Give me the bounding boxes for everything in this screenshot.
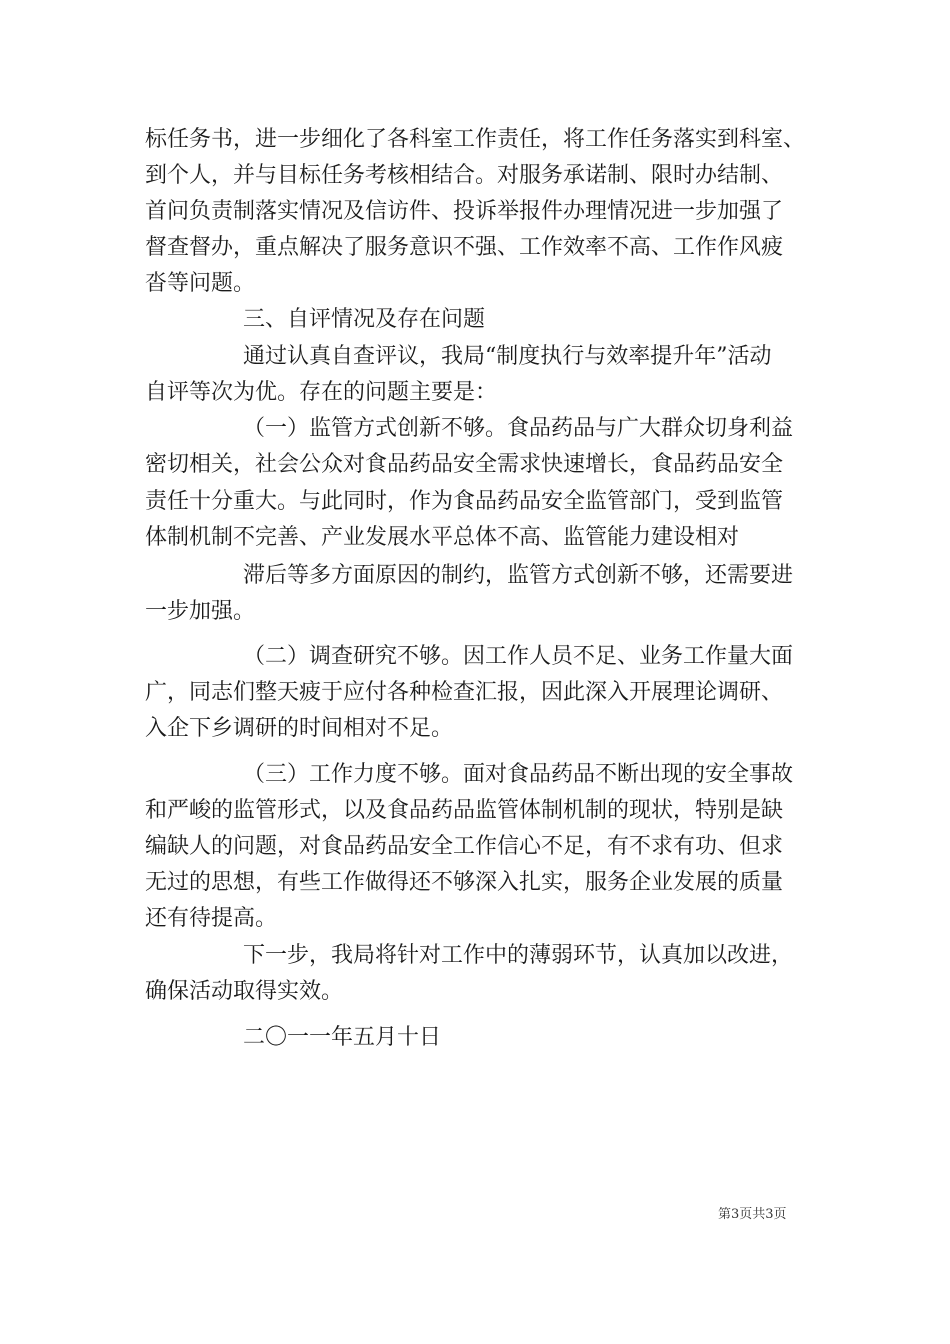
body-line: 沓等问题。	[145, 271, 256, 296]
body-line: 自评等次为优。存在的问题主要是：	[145, 380, 498, 405]
body-line: 到个人，并与目标任务考核相结合。对服务承诺制、限时办结制、	[145, 163, 784, 188]
body-line: （一）监管方式创新不够。食品药品与广大群众切身利益	[243, 416, 794, 441]
body-line: 密切相关，社会公众对食品药品安全需求快速增长，食品药品安全	[145, 452, 784, 477]
body-line: 通过认真自查评议，我局“制度执行与效率提升年”活动	[243, 344, 772, 369]
body-line: 编缺人的问题，对食品药品安全工作信心不足，有不求有功、但求	[145, 834, 784, 859]
body-line: 滞后等多方面原因的制约，监管方式创新不够，还需要进	[243, 563, 794, 588]
body-line: （二）调查研究不够。因工作人员不足、业务工作量大面	[243, 644, 794, 669]
body-line: （三）工作力度不够。面对食品药品不断出现的安全事故	[243, 762, 794, 787]
page-number-footer: 第3页共3页	[718, 1207, 787, 1222]
body-line: 广，同志们整天疲于应付各种检查汇报，因此深入开展理论调研、	[145, 680, 784, 705]
body-line: 入企下乡调研的时间相对不足。	[145, 716, 454, 741]
body-line: 体制机制不完善、产业发展水平总体不高、监管能力建设相对	[145, 525, 740, 550]
body-line: 下一步，我局将针对工作中的薄弱环节，认真加以改进，	[243, 943, 794, 968]
date-line: 二〇一一年五月十日	[243, 1025, 442, 1050]
section-heading: 三、自评情况及存在问题	[243, 307, 486, 332]
body-line: 责任十分重大。与此同时，作为食品药品安全监管部门，受到监管	[145, 489, 784, 514]
body-line: 无过的思想，有些工作做得还不够深入扎实，服务企业发展的质量	[145, 870, 784, 895]
body-line: 还有待提高。	[145, 906, 278, 931]
body-line: 督查督办，重点解决了服务意识不强、工作效率不高、工作作风疲	[145, 235, 784, 260]
body-line: 标任务书，进一步细化了各科室工作责任，将工作任务落实到科室、	[145, 127, 806, 152]
body-line: 首问负责制落实情况及信访件、投诉举报件办理情况进一步加强了	[145, 199, 784, 224]
body-line: 一步加强。	[145, 599, 256, 624]
body-line: 和严峻的监管形式，以及食品药品监管体制机制的现状，特别是缺	[145, 798, 784, 823]
body-line: 确保活动取得实效。	[145, 979, 344, 1004]
